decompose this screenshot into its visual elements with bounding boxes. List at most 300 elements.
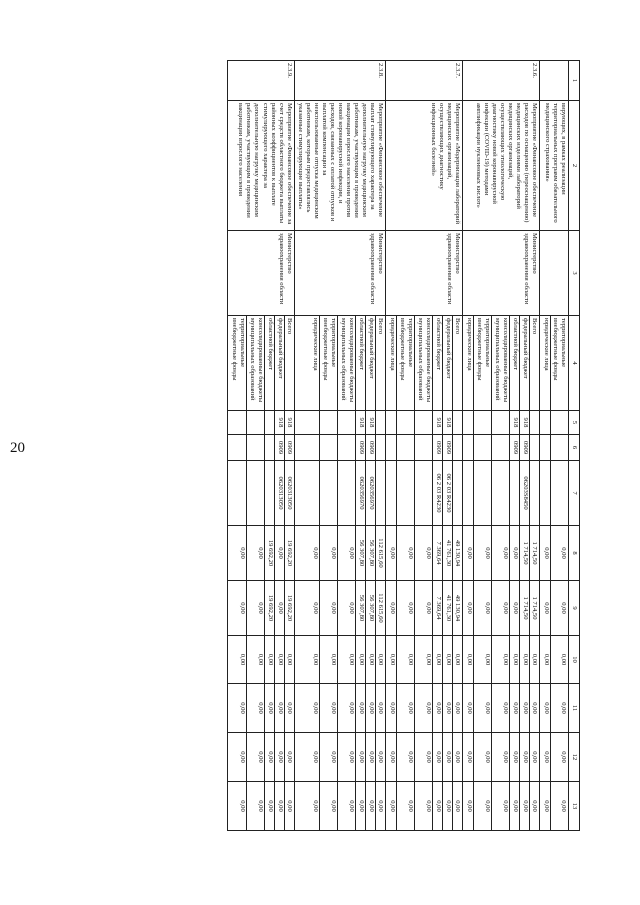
funding-source: Всего	[530, 318, 538, 335]
target-code	[387, 461, 397, 525]
amount-y4: 0,00	[397, 733, 415, 781]
funding-source: консолидированные бюджеты муниципальных образований	[492, 316, 510, 410]
amount-y2: 0,00	[285, 653, 293, 666]
amount-y2: 0,00	[443, 636, 453, 683]
target-code	[464, 461, 474, 525]
amount-y1: 19 692,20	[285, 594, 293, 622]
section-code	[464, 435, 474, 460]
target-code: 06 2 03 R4230	[443, 461, 453, 525]
amount-y4: 0,00	[453, 751, 461, 763]
target-code	[338, 461, 356, 525]
amount-y3: 0,00	[492, 684, 510, 732]
grbs-code	[474, 411, 492, 434]
amount-total: 0,00	[275, 526, 285, 580]
target-code: 0620313050	[285, 476, 293, 510]
section-code	[530, 435, 538, 460]
target-code	[376, 461, 384, 525]
funding-source: Всего	[453, 318, 461, 335]
amount-total: 0,00	[247, 526, 265, 580]
amount-y3-cell	[385, 684, 462, 733]
funding-source-cell	[462, 316, 539, 411]
amount-y5: 0,00	[338, 782, 356, 830]
amount-y3: 0,00	[415, 684, 433, 732]
amount-total: 56 307,80	[356, 526, 366, 580]
amount-y1-cell	[227, 581, 294, 636]
target-code-cell	[539, 461, 568, 526]
grbs-code	[541, 411, 551, 434]
grbs-code-cell	[539, 411, 568, 435]
amount-y4-cell	[294, 733, 385, 782]
amount-total: 1 714,50	[520, 526, 530, 580]
target-code: 0620313050	[275, 461, 285, 525]
row-id	[539, 61, 568, 101]
amount-y4: 0,00	[247, 733, 265, 781]
amount-y3: 0,00	[356, 684, 366, 732]
funding-source: областной бюджет	[433, 316, 443, 410]
amount-y4: 0,00	[464, 733, 474, 781]
funding-source: федеральный бюджет	[520, 316, 530, 410]
col-header: 3	[568, 231, 579, 316]
section-code: 0909	[356, 435, 366, 460]
grbs-code	[453, 411, 461, 434]
amount-y4: 0,00	[275, 733, 285, 781]
responsible-executor: Министерство здравоохранения области	[385, 231, 462, 316]
funding-source-cell	[539, 316, 568, 411]
amount-y2: 0,00	[474, 636, 492, 683]
section-code: 0909	[275, 435, 285, 460]
row-id: 2.3.6.	[462, 61, 539, 101]
amount-y5-cell	[462, 782, 539, 831]
amount-y1-cell	[462, 581, 539, 636]
row-id: 2.3.8.	[294, 61, 385, 101]
amount-y2: 0,00	[433, 636, 443, 683]
section-code	[247, 435, 265, 460]
funding-source: областной бюджет	[510, 316, 520, 410]
target-code: 0620356970	[366, 461, 376, 525]
grbs-code-cell	[227, 411, 294, 435]
target-code-cell	[385, 461, 462, 526]
funding-source: юридические лица	[464, 316, 474, 410]
grbs-code: 918	[366, 411, 376, 434]
target-code	[541, 461, 551, 525]
funding-source: территориальные внебюджетные фонды	[551, 318, 567, 381]
amount-total: 0,00	[387, 526, 397, 580]
amount-y4: 0,00	[492, 733, 510, 781]
funding-source: консолидированные бюджеты муниципальных образований	[247, 316, 265, 410]
grbs-code-cell	[462, 411, 539, 435]
section-code-cell	[294, 435, 385, 461]
section-code	[453, 435, 461, 460]
amount-y5: 0,00	[376, 800, 384, 812]
amount-y3: 0,00	[285, 702, 293, 714]
amount-total: 56 307,80	[366, 526, 376, 580]
amount-y2: 0,00	[338, 636, 356, 683]
measure-description: Мероприятие «Модернизация лабораторий медицинских организаций, осуществляющих диагностику инфекционных болезней»	[385, 101, 462, 231]
col-header: 6	[568, 435, 579, 461]
target-code: 06 2 03 R4230	[433, 461, 443, 525]
amount-y4-cell	[539, 733, 568, 782]
target-code-cell	[462, 461, 539, 526]
target-code	[397, 461, 415, 525]
funding-source: Всего	[376, 318, 384, 335]
table-row	[462, 61, 539, 831]
amount-y2: 0,00	[492, 636, 510, 683]
amount-y1: 0,00	[338, 581, 356, 635]
amount-y3: 0,00	[530, 702, 538, 714]
amount-total-cell	[294, 526, 385, 581]
funding-source: консолидированные бюджеты муниципальных образований	[415, 316, 433, 410]
target-code-cell	[227, 461, 294, 526]
funding-source: федеральный бюджет	[275, 316, 285, 410]
amount-y5: 0,00	[320, 782, 338, 830]
grbs-code	[376, 411, 384, 434]
amount-y3: 0,00	[310, 684, 320, 732]
amount-y5: 0,00	[453, 800, 461, 812]
amount-y3: 0,00	[229, 684, 247, 732]
grbs-code	[492, 411, 510, 434]
amount-y4: 0,00	[387, 733, 397, 781]
amount-y1: 56 307,80	[356, 581, 366, 635]
grbs-code	[387, 411, 397, 434]
target-code	[247, 461, 265, 525]
amount-y1: 0,00	[415, 581, 433, 635]
amount-y1: 1 714,50	[530, 596, 538, 620]
amount-y5-cell	[294, 782, 385, 831]
target-code-cell	[294, 461, 385, 526]
grbs-code	[247, 411, 265, 434]
grbs-code	[310, 411, 320, 434]
funding-source: территориальные внебюджетные фонды	[320, 316, 338, 410]
amount-y2-cell	[294, 636, 385, 684]
section-code	[551, 435, 567, 460]
amount-total: 19 692,20	[265, 526, 275, 580]
funding-source: федеральный бюджет	[443, 316, 453, 410]
section-code	[415, 435, 433, 460]
section-code	[338, 435, 356, 460]
col-header: 9	[568, 581, 579, 636]
funding-source: территориальные внебюджетные фонды	[397, 316, 415, 410]
amount-y3: 0,00	[366, 684, 376, 732]
amount-y3-cell	[294, 684, 385, 733]
amount-y3: 0,00	[559, 702, 567, 714]
amount-y1: 112 615,60	[376, 593, 384, 623]
grbs-code	[530, 411, 538, 434]
funding-source-cell	[385, 316, 462, 411]
col-header: 2	[568, 101, 579, 231]
amount-y4: 0,00	[338, 733, 356, 781]
amount-y3: 0,00	[464, 684, 474, 732]
amount-y5: 0,00	[366, 782, 376, 830]
section-code	[376, 435, 384, 460]
amount-y5: 0,00	[356, 782, 366, 830]
amount-y5: 0,00	[520, 782, 530, 830]
amount-y3: 0,00	[397, 684, 415, 732]
amount-y3: 0,00	[541, 684, 551, 732]
funding-source: юридические лица	[387, 316, 397, 410]
table-row	[539, 61, 568, 831]
funding-source: областной бюджет	[356, 316, 366, 410]
amount-y4: 0,00	[320, 733, 338, 781]
amount-y4: 0,00	[474, 733, 492, 781]
amount-y5: 0,00	[530, 800, 538, 812]
amount-y4: 0,00	[559, 751, 567, 763]
amount-y5: 0,00	[397, 782, 415, 830]
section-code	[265, 435, 275, 460]
amount-y1: 7 369,64	[433, 581, 443, 635]
amount-y2: 0,00	[310, 636, 320, 683]
amount-y3: 0,00	[453, 702, 461, 714]
section-code	[310, 435, 320, 460]
section-code-cell	[227, 435, 294, 461]
amount-y5: 0,00	[492, 782, 510, 830]
grbs-code	[265, 411, 275, 434]
grbs-code: 918	[510, 411, 520, 434]
grbs-code	[338, 411, 356, 434]
grbs-code-cell	[385, 411, 462, 435]
amount-y5: 0,00	[275, 782, 285, 830]
amount-y2-cell	[227, 636, 294, 684]
target-code	[320, 461, 338, 525]
target-code	[551, 461, 567, 525]
table-row	[227, 61, 294, 831]
grbs-code: 918	[285, 417, 293, 428]
amount-y2: 0,00	[541, 636, 551, 683]
section-code-cell	[462, 435, 539, 461]
amount-y3: 0,00	[338, 684, 356, 732]
amount-y3-cell	[539, 684, 568, 733]
funding-source: федеральный бюджет	[366, 316, 376, 410]
amount-y5: 0,00	[247, 782, 265, 830]
amount-total-cell	[227, 526, 294, 581]
col-header: 11	[568, 684, 579, 733]
section-code: 0909	[443, 435, 453, 460]
target-code: 0620356970	[356, 461, 366, 525]
amount-y3: 0,00	[474, 684, 492, 732]
measure-description: Мероприятие «Финансовое обеспечение выплат стимулирующего характера за дополнительную нагрузку медицинским работникам, участвующим в проведении вакцинации взрослого населения против новой коронавирусной инфекции, и расходов, связанных с оплатой отпусков и выплатой компенсации за неиспользованные отпуска медицинским работникам, которым предоставлялись указанные стимулирующие выплаты»	[294, 101, 385, 231]
responsible-executor: Министерство здравоохранения области	[462, 231, 539, 316]
amount-y1: 19 692,20	[265, 581, 275, 635]
amount-total: 0,00	[415, 526, 433, 580]
target-code	[492, 461, 510, 525]
col-header: 10	[568, 636, 579, 684]
amount-y2: 0,00	[530, 653, 538, 666]
amount-y1: 0,00	[474, 581, 492, 635]
amount-y1: 0,00	[397, 581, 415, 635]
amount-total: 49 130,94	[453, 539, 461, 567]
amount-total: 0,00	[338, 526, 356, 580]
amount-total-cell	[462, 526, 539, 581]
amount-y3-cell	[462, 684, 539, 733]
amount-y2: 0,00	[247, 636, 265, 683]
amount-y5: 0,00	[265, 782, 275, 830]
amount-total: 1 714,50	[530, 541, 538, 565]
grbs-code	[415, 411, 433, 434]
amount-y4: 0,00	[541, 733, 551, 781]
amount-y2: 0,00	[453, 653, 461, 666]
amount-total: 0,00	[510, 526, 520, 580]
amount-y4: 0,00	[265, 733, 275, 781]
amount-y4: 0,00	[285, 751, 293, 763]
amount-y1: 0,00	[229, 581, 247, 635]
amount-total: 7 369,64	[433, 526, 443, 580]
amount-y1: 1 714,50	[520, 581, 530, 635]
amount-y1: 41 761,30	[443, 581, 453, 635]
amount-y2: 0,00	[265, 636, 275, 683]
amount-y3: 0,00	[520, 684, 530, 732]
amount-y5: 0,00	[541, 782, 551, 830]
amount-total: 19 692,20	[285, 539, 293, 567]
amount-y1: 0,00	[541, 581, 551, 635]
amount-total-cell	[539, 526, 568, 581]
amount-y4-cell	[462, 733, 539, 782]
amount-y3: 0,00	[265, 684, 275, 732]
col-header: 5	[568, 411, 579, 435]
amount-y4: 0,00	[510, 733, 520, 781]
target-code	[453, 461, 461, 525]
target-code	[474, 461, 492, 525]
section-code	[229, 435, 247, 460]
amount-y3: 0,00	[320, 684, 338, 732]
amount-y4: 0,00	[443, 733, 453, 781]
amount-y2: 0,00	[366, 636, 376, 683]
amount-y5: 0,00	[510, 782, 520, 830]
section-code	[474, 435, 492, 460]
amount-y5: 0,00	[285, 800, 293, 812]
col-header: 4	[568, 316, 579, 411]
amount-total: 0,00	[464, 526, 474, 580]
amount-y5: 0,00	[464, 782, 474, 830]
amount-y5: 0,00	[229, 782, 247, 830]
amount-y5: 0,00	[415, 782, 433, 830]
amount-y3: 0,00	[275, 684, 285, 732]
amount-total: 0,00	[397, 526, 415, 580]
col-header: 12	[568, 733, 579, 782]
amount-y1: 0,00	[464, 581, 474, 635]
grbs-code	[464, 411, 474, 434]
funding-source: консолидированные бюджеты муниципальных образований	[338, 316, 356, 410]
funding-source-cell	[227, 316, 294, 411]
measure-description: Мероприятие «Финансовое обеспечение расходов по оснащению (переоснащению) медицинских изделиями лабораторий медицинских организаций, осуществляющих этиологическую диагностику новой коронавирусной инфекции (COVID-19) методами амплификации нуклеиновых кислот»	[462, 101, 539, 231]
target-code	[229, 461, 247, 525]
amount-y2: 0,00	[415, 636, 433, 683]
grbs-code: 918	[443, 411, 453, 434]
grbs-code: 918	[356, 411, 366, 434]
amount-y2: 0,00	[397, 636, 415, 683]
amount-y1: 0,00	[559, 602, 567, 614]
amount-y1-cell	[385, 581, 462, 636]
amount-y5: 0,00	[443, 782, 453, 830]
amount-y2-cell	[385, 636, 462, 684]
amount-y1-cell	[294, 581, 385, 636]
amount-y2: 0,00	[229, 636, 247, 683]
page-number: 20	[10, 440, 25, 456]
col-header: 7	[568, 461, 579, 526]
amount-y3: 0,00	[387, 684, 397, 732]
amount-y3: 0,00	[376, 702, 384, 714]
amount-y1: 0,00	[387, 581, 397, 635]
section-code	[541, 435, 551, 460]
col-header: 13	[568, 782, 579, 831]
grbs-code: 918	[275, 411, 285, 434]
responsible-executor: Министерство здравоохранения области	[227, 231, 294, 316]
grbs-code	[397, 411, 415, 434]
funding-source: юридические лица	[310, 316, 320, 410]
amount-y2: 0,00	[275, 636, 285, 683]
grbs-code	[229, 411, 247, 434]
amount-y4-cell	[227, 733, 294, 782]
amount-total: 112 615,60	[376, 538, 384, 568]
amount-y4-cell	[385, 733, 462, 782]
amount-y1: 0,00	[320, 581, 338, 635]
amount-y4: 0,00	[520, 733, 530, 781]
funding-source-cell	[294, 316, 385, 411]
grbs-code: 918	[520, 411, 530, 434]
rotated-table-wrapper	[115, 60, 580, 830]
amount-total: 0,00	[320, 526, 338, 580]
amount-y1: 49 130,94	[453, 594, 461, 622]
amount-y2: 0,00	[520, 636, 530, 683]
row-id: 2.3.7.	[385, 61, 462, 101]
funding-source: юридические лица	[541, 316, 551, 410]
funding-source: Всего	[285, 318, 293, 335]
section-code	[397, 435, 415, 460]
amount-y2: 0,00	[559, 653, 567, 666]
amount-y3-cell	[227, 684, 294, 733]
section-code: 0909	[520, 435, 530, 460]
amount-y2-cell	[539, 636, 568, 684]
amount-y4: 0,00	[229, 733, 247, 781]
target-code	[265, 461, 275, 525]
amount-y2: 0,00	[356, 636, 366, 683]
amount-y3: 0,00	[247, 684, 265, 732]
amount-total: 0,00	[559, 547, 567, 559]
grbs-code	[551, 411, 567, 434]
amount-y2: 0,00	[376, 653, 384, 666]
amount-y4: 0,00	[530, 751, 538, 763]
amount-y1: 0,00	[492, 581, 510, 635]
amount-y1: 0,00	[275, 581, 285, 635]
col-header: 1	[568, 61, 579, 101]
responsible-executor	[539, 231, 568, 316]
funding-source: территориальные внебюджетные фонды	[229, 316, 247, 410]
amount-y2: 0,00	[387, 636, 397, 683]
amount-y3: 0,00	[443, 684, 453, 732]
col-header: 8	[568, 526, 579, 581]
section-code: 0909	[510, 435, 520, 460]
target-code: 06203S8450	[520, 461, 530, 525]
amount-y2: 0,00	[510, 636, 520, 683]
amount-y5-cell	[539, 782, 568, 831]
amount-y3: 0,00	[433, 684, 443, 732]
amount-y3: 0,00	[510, 684, 520, 732]
amount-y1: 0,00	[247, 581, 265, 635]
funding-source: территориальные внебюджетные фонды	[474, 316, 492, 410]
amount-y5-cell	[227, 782, 294, 831]
amount-total: 0,00	[310, 526, 320, 580]
section-code: 0909	[285, 440, 293, 455]
amount-y5: 0,00	[310, 782, 320, 830]
amount-y4: 0,00	[433, 733, 443, 781]
table-row	[294, 61, 385, 831]
funding-source: областной бюджет	[265, 316, 275, 410]
section-code	[387, 435, 397, 460]
amount-y4: 0,00	[376, 751, 384, 763]
row-id: 2.3.9.	[227, 61, 294, 101]
section-code-cell	[539, 435, 568, 461]
target-code	[415, 461, 433, 525]
amount-y5: 0,00	[559, 800, 567, 812]
target-code	[310, 461, 320, 525]
